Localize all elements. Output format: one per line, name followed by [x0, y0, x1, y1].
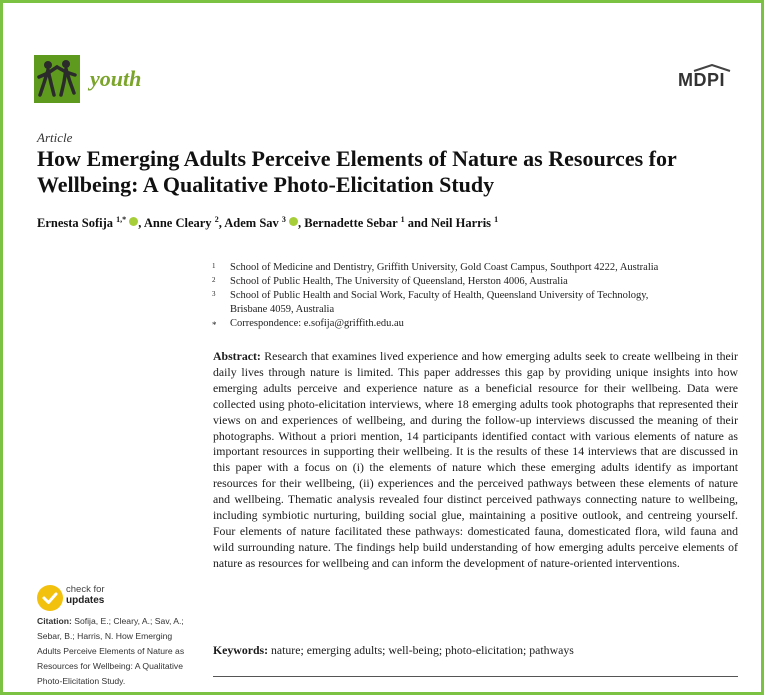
author-name: Anne Cleary — [143, 216, 212, 231]
author-sep: , — [138, 216, 144, 231]
affiliation-mark: 2 — [212, 276, 216, 284]
author-sup: 1 — [494, 215, 499, 224]
article-title: How Emerging Adults Perceive Elements of Nature as Resources for Wellbeing: A Qualitative Photo-Elicitation Study — [37, 146, 677, 197]
affiliation-text: School of Medicine and Dentistry, Griffith University, Gold Coast Campus, Southport 4222, Australia — [230, 262, 659, 273]
check-updates-line2: updates — [66, 595, 105, 606]
orcid-icon[interactable] — [129, 217, 138, 226]
checkmark-icon — [37, 585, 63, 611]
author-name: Bernadette Sebar — [304, 216, 398, 231]
author-name: Ernesta Sofija — [37, 216, 114, 231]
author-sup: 2 — [214, 215, 219, 224]
author-sep: , — [298, 216, 305, 231]
author-star: * — [122, 215, 127, 224]
keywords-text: nature; emerging adults; well-being; photo-elicitation; pathways — [271, 643, 574, 657]
author-name: Adem Sav — [224, 216, 279, 231]
citation-label: Citation: — [37, 616, 72, 626]
journal-name: youth — [90, 66, 142, 91]
orcid-icon[interactable] — [289, 217, 298, 226]
abstract-label: Abstract: — [213, 349, 261, 363]
author-sup: 1, — [116, 215, 123, 224]
citation — [37, 614, 197, 689]
abstract-text: Research that examines lived experience and how emerging adults seek to create wellbeing in their daily lives through nature is limited. This paper addresses this gap by providing unique insights into how emerging adults perceive and experience nature as a beneficial resource for their wellbeing. Data were collected using photo-elicitation interviews, where 18 emerging adults took photographs that represented their views on and experiences of wellbeing, and during the follow-up interviews discussed the meaning of their photographs. Without a priori mention, 14 participants identified contact with various elements of nature as important resources in supporting their wellbeing. It is the results of these 14 interviews that are discussed in this paper with a focus on (i) the elements of nature which these emerging adults identify as important resources for their wellbeing, (ii) experiences and the perceived pathways between these elements of nature and wellbeing. Thematic analysis revealed four distinct perceived pathways connecting nature to wellbeing, including symbiotic nurturing, building social glue, maintaining a positive outlook, and centreing yourself. Four elements of nature facilitated these pathways: domesticated fauna, domesticated flora, wild fauna and wild surrounding nature. The findings help build understanding of how emerging adults perceive elements of nature as resources for wellbeing and can inform the development of nature-oriented interventions. — [213, 349, 738, 570]
affiliation-text: School of Public Health, The University of Queensland, Herston 4006, Australia — [230, 276, 568, 287]
citation-text: Sofija, E.; Cleary, A.; Sav, A.; Sebar, B.; Harris, N. How Emerging Adults Perceive Elements of Nature as Resources for Wellbeing: A Qualitative Photo-Elicitation Study. — [37, 616, 185, 686]
correspondence-email[interactable]: Correspondence: e.sofija@griffith.edu.au — [230, 318, 404, 329]
author-list — [37, 215, 498, 231]
keywords-label: Keywords: — [213, 643, 269, 657]
affiliation-mark: 1 — [212, 262, 216, 270]
affiliation-mark: 3 — [212, 290, 216, 298]
author-name: Neil Harris — [430, 216, 492, 231]
affiliation-text: Brisbane 4059, Australia — [230, 304, 335, 315]
check-updates-button[interactable] — [66, 584, 105, 606]
affiliation-mark: * — [212, 320, 217, 330]
article-type: Article — [37, 130, 73, 145]
author-sep: and — [404, 216, 431, 231]
check-updates-icon[interactable] — [37, 585, 63, 611]
affiliation-text: School of Public Health and Social Work, Faculty of Health, Queensland University of Technology, — [230, 290, 649, 301]
publisher-logo: MDPI — [678, 70, 725, 90]
check-updates-line1: check for — [66, 584, 105, 595]
author-sup: 1 — [400, 215, 405, 224]
author-sup: 3 — [281, 215, 286, 224]
abstract — [213, 349, 738, 572]
section-divider — [213, 676, 738, 677]
two-figures-logo-icon — [34, 55, 80, 103]
keywords — [213, 643, 574, 658]
author-sep: , — [218, 216, 225, 231]
